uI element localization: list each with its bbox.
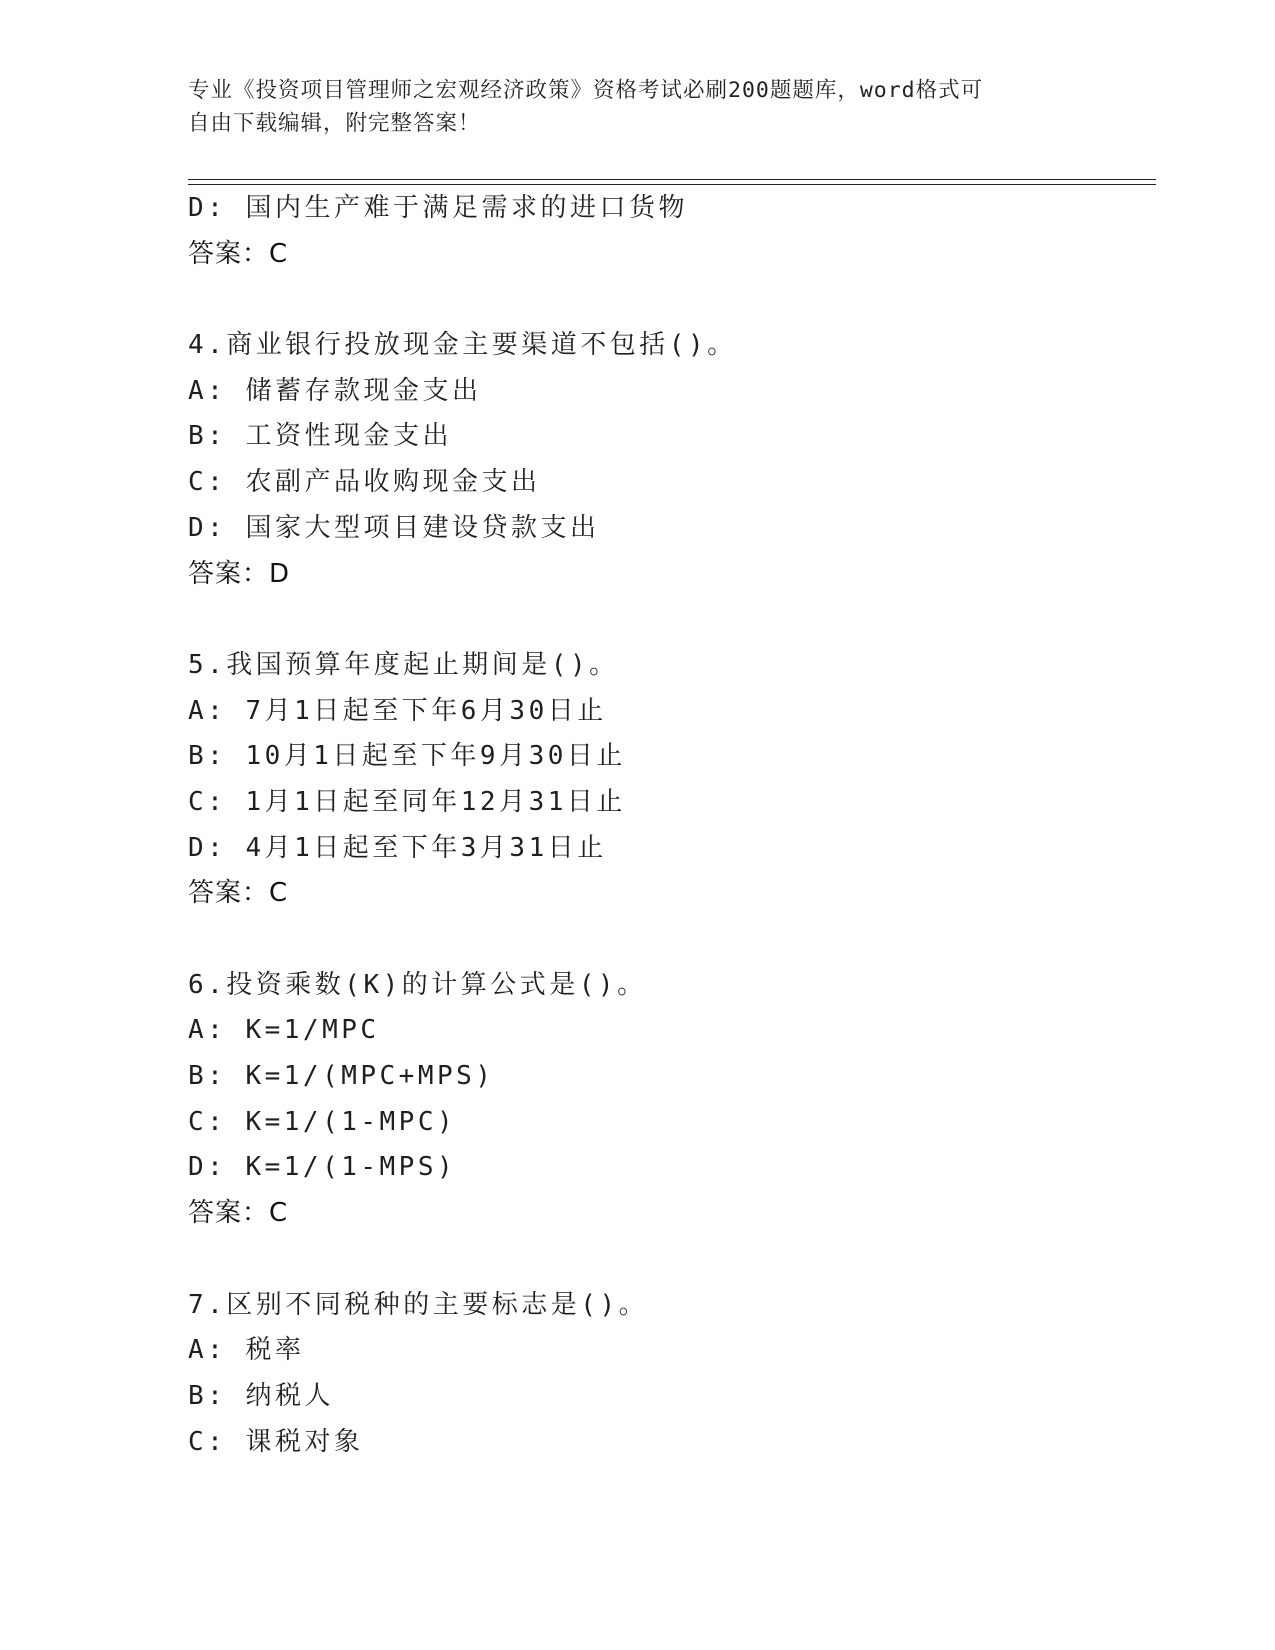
question-list xyxy=(188,186,1148,1465)
q5-option-a: A: 7月1日起至下年6月30日止 xyxy=(188,695,607,726)
q6-option-b: B: K=1/(MPC+MPS) xyxy=(188,1061,495,1092)
spacer xyxy=(188,917,1148,963)
q7-question: 7.区别不同税种的主要标志是()。 xyxy=(188,1289,649,1320)
q5-question: 5.我国预算年度起止期间是()。 xyxy=(188,649,619,680)
q4-answer: 答案：D xyxy=(188,558,291,589)
q4-option-c: C: 农副产品收购现金支出 xyxy=(188,467,541,498)
spacer xyxy=(188,597,1148,643)
q4-question: 4.商业银行投放现金主要渠道不包括()。 xyxy=(188,330,737,361)
spacer xyxy=(188,1237,1148,1283)
q7-option-c: C: 课税对象 xyxy=(188,1426,364,1457)
q7-option-a: A: 税率 xyxy=(188,1335,305,1366)
q5-option-d: D: 4月1日起至下年3月31日止 xyxy=(188,832,607,863)
q5-option-c: C: 1月1日起至同年12月31日止 xyxy=(188,786,626,817)
q6-option-d: D: K=1/(1-MPS) xyxy=(188,1152,457,1183)
q3-option-d: D: 国内生产难于满足需求的进口货物 xyxy=(188,193,688,223)
q6-answer: 答案：C xyxy=(188,1198,289,1229)
header-divider-bottom xyxy=(188,184,1156,185)
header-title-line-2: 自由下载编辑，附完整答案！ xyxy=(188,111,481,136)
q7-option-b: B: 纳税人 xyxy=(188,1380,334,1411)
q4-option-d: D: 国家大型项目建设贷款支出 xyxy=(188,512,600,543)
q4-option-a: A: 储蓄存款现金支出 xyxy=(188,375,482,406)
q6-option-c: C: K=1/(1-MPC) xyxy=(188,1106,457,1137)
header-divider-top xyxy=(188,179,1156,180)
q6-option-a: A: K=1/MPC xyxy=(188,1015,380,1046)
q5-option-b: B: 10月1日起至下年9月30日止 xyxy=(188,741,626,772)
q6-question: 6.投资乘数(K)的计算公式是()。 xyxy=(188,969,647,1000)
header-title-line-1: 专业《投资项目管理师之宏观经济政策》资格考试必刷200题题库，word格式可 xyxy=(188,78,984,103)
document-header xyxy=(188,74,1088,140)
q5-answer: 答案：C xyxy=(188,878,289,909)
q3-answer: 答案：C xyxy=(188,238,289,269)
q4-option-b: B: 工资性现金支出 xyxy=(188,421,452,452)
spacer xyxy=(188,277,1148,323)
